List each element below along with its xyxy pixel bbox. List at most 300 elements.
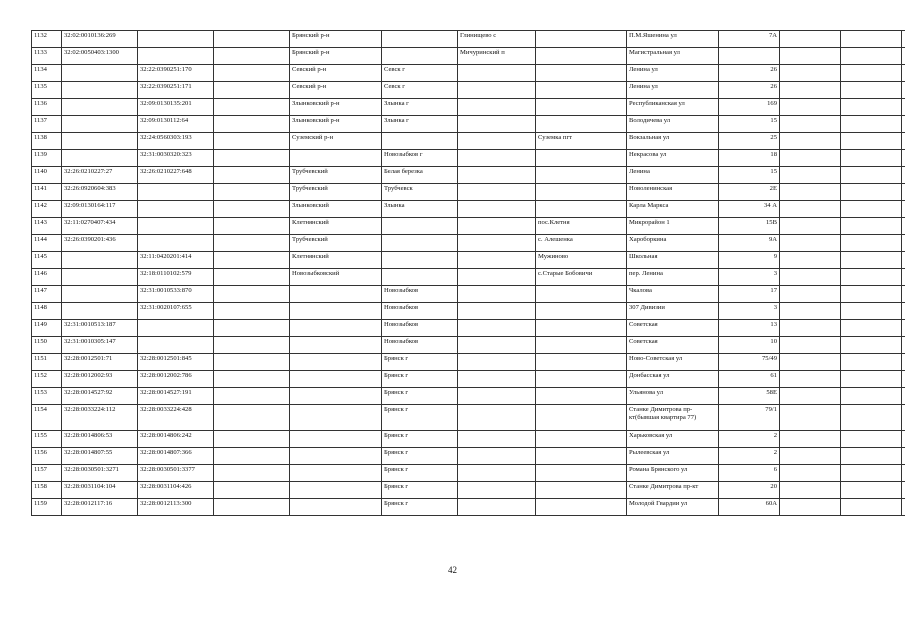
cell-cadastral-land: 32:28:0012002:93 xyxy=(62,371,138,388)
cell-cadastral-other xyxy=(214,150,290,167)
cell-street: Ленина xyxy=(627,167,719,184)
cell-cell-extra-2 xyxy=(841,167,902,184)
cell-street: Микрорайон 1 xyxy=(627,218,719,235)
cell-street: Донбасская ул xyxy=(627,371,719,388)
cell-city: Брянск г xyxy=(382,405,458,431)
cell-house: 7А xyxy=(719,31,780,48)
cell-street: Вокзальная ул xyxy=(627,133,719,150)
cell-cadastral-other xyxy=(214,167,290,184)
cell-cell-extra-2 xyxy=(841,116,902,133)
cell-row-index: 1139 xyxy=(32,150,62,167)
cell-locality xyxy=(536,48,627,65)
cell-district xyxy=(290,354,382,371)
cell-settlement xyxy=(458,116,536,133)
cell-cadastral-other xyxy=(214,235,290,252)
cell-locality xyxy=(536,320,627,337)
cell-house: 61 xyxy=(719,371,780,388)
cell-locality xyxy=(536,431,627,448)
cell-cadastral-building xyxy=(138,201,214,218)
cell-house: 2 xyxy=(719,448,780,465)
cell-cadastral-other xyxy=(214,201,290,218)
cell-cadastral-building: 32:28:0030501:3377 xyxy=(138,465,214,482)
cell-locality xyxy=(536,303,627,320)
cell-cadastral-other xyxy=(214,448,290,465)
cell-cell-extra-2 xyxy=(841,431,902,448)
cell-district: Трубчевский xyxy=(290,184,382,201)
cell-cell-extra-1 xyxy=(780,201,841,218)
cell-row-index: 1147 xyxy=(32,286,62,303)
cell-street: Харьковская ул xyxy=(627,431,719,448)
table-row xyxy=(32,320,905,337)
cell-cell-extra-3 xyxy=(902,269,905,286)
cell-house: 15 xyxy=(719,167,780,184)
cell-cell-extra-1 xyxy=(780,116,841,133)
cell-cadastral-building: 32:22:0390251:170 xyxy=(138,65,214,82)
cell-cell-extra-1 xyxy=(780,405,841,431)
cell-settlement xyxy=(458,252,536,269)
cell-district xyxy=(290,388,382,405)
cell-house: 2 xyxy=(719,431,780,448)
cell-street: Ульянова ул xyxy=(627,388,719,405)
cell-cell-extra-1 xyxy=(780,269,841,286)
cell-cadastral-other xyxy=(214,218,290,235)
cell-row-index: 1155 xyxy=(32,431,62,448)
cell-row-index: 1159 xyxy=(32,499,62,516)
cell-cadastral-land xyxy=(62,65,138,82)
cell-locality xyxy=(536,405,627,431)
cell-cell-extra-3 xyxy=(902,116,905,133)
cell-cadastral-building: 32:22:0390251:171 xyxy=(138,82,214,99)
cell-row-index: 1141 xyxy=(32,184,62,201)
cell-locality xyxy=(536,82,627,99)
cell-cadastral-land xyxy=(62,286,138,303)
cell-city: Брянск г xyxy=(382,448,458,465)
cell-street: Ленина ул xyxy=(627,82,719,99)
cell-house: 15 xyxy=(719,116,780,133)
cell-cell-extra-3 xyxy=(902,48,905,65)
cell-cell-extra-3 xyxy=(902,65,905,82)
cell-locality xyxy=(536,65,627,82)
cell-locality xyxy=(536,354,627,371)
cell-cell-extra-2 xyxy=(841,65,902,82)
cell-street: Карла Маркса xyxy=(627,201,719,218)
cell-cell-extra-3 xyxy=(902,448,905,465)
cell-cell-extra-3 xyxy=(902,431,905,448)
cell-house: 20 xyxy=(719,482,780,499)
cell-district: Трубчевский xyxy=(290,167,382,184)
cell-cell-extra-1 xyxy=(780,150,841,167)
cell-cadastral-other xyxy=(214,269,290,286)
cell-cell-extra-1 xyxy=(780,371,841,388)
cell-city xyxy=(382,218,458,235)
cell-street: Станке Димитрова пр-кт xyxy=(627,482,719,499)
cell-district xyxy=(290,303,382,320)
cell-cell-extra-3 xyxy=(902,82,905,99)
cell-cell-extra-3 xyxy=(902,218,905,235)
cell-cadastral-other xyxy=(214,482,290,499)
cell-street: Ленина ул xyxy=(627,65,719,82)
cell-cadastral-building xyxy=(138,320,214,337)
cell-settlement xyxy=(458,354,536,371)
cell-cell-extra-2 xyxy=(841,303,902,320)
cell-cell-extra-1 xyxy=(780,482,841,499)
cell-house: 18 xyxy=(719,150,780,167)
cell-row-index: 1140 xyxy=(32,167,62,184)
cell-settlement xyxy=(458,465,536,482)
cell-cell-extra-2 xyxy=(841,184,902,201)
cell-cadastral-land: 32:31:0010305:147 xyxy=(62,337,138,354)
cell-settlement xyxy=(458,431,536,448)
cell-cadastral-other xyxy=(214,499,290,516)
cell-city: Новозыбков xyxy=(382,337,458,354)
table-row xyxy=(32,303,905,320)
cell-locality xyxy=(536,448,627,465)
cell-street: Школьная xyxy=(627,252,719,269)
cell-street: Ново-Советская ул xyxy=(627,354,719,371)
table-row xyxy=(32,286,905,303)
cell-district: Злынковский xyxy=(290,201,382,218)
table-row xyxy=(32,218,905,235)
cell-cell-extra-3 xyxy=(902,303,905,320)
cell-cadastral-other xyxy=(214,354,290,371)
cell-settlement xyxy=(458,184,536,201)
table-row xyxy=(32,184,905,201)
cell-cell-extra-3 xyxy=(902,499,905,516)
cell-row-index: 1153 xyxy=(32,388,62,405)
cell-row-index: 1132 xyxy=(32,31,62,48)
cell-street: Некрасова ул xyxy=(627,150,719,167)
cell-cell-extra-2 xyxy=(841,201,902,218)
cell-street: П.М.Яшенина ул xyxy=(627,31,719,48)
cell-cadastral-land: 32:28:0012501:71 xyxy=(62,354,138,371)
cell-street: Хароборкина xyxy=(627,235,719,252)
cell-row-index: 1148 xyxy=(32,303,62,320)
cell-cell-extra-2 xyxy=(841,354,902,371)
cell-cell-extra-3 xyxy=(902,167,905,184)
cell-street: пер. Ленина xyxy=(627,269,719,286)
cell-cell-extra-1 xyxy=(780,465,841,482)
cell-cell-extra-3 xyxy=(902,354,905,371)
cell-cell-extra-1 xyxy=(780,99,841,116)
cell-cadastral-other xyxy=(214,465,290,482)
table-row xyxy=(32,465,905,482)
cell-settlement xyxy=(458,371,536,388)
cell-cadastral-building: 32:28:0031104:426 xyxy=(138,482,214,499)
cell-house: 2Е xyxy=(719,184,780,201)
registry-body xyxy=(32,31,905,516)
cell-cadastral-other xyxy=(214,320,290,337)
cell-cell-extra-1 xyxy=(780,354,841,371)
cell-cadastral-other xyxy=(214,116,290,133)
cell-cadastral-land: 32:28:0030501:3271 xyxy=(62,465,138,482)
cell-district xyxy=(290,482,382,499)
cell-cell-extra-3 xyxy=(902,320,905,337)
cell-cadastral-other xyxy=(214,31,290,48)
cell-cell-extra-2 xyxy=(841,405,902,431)
cell-city: Трубчевск xyxy=(382,184,458,201)
cell-house: 6 xyxy=(719,465,780,482)
cell-cadastral-land xyxy=(62,150,138,167)
cell-row-index: 1156 xyxy=(32,448,62,465)
cell-cadastral-building: 32:31:0010533:870 xyxy=(138,286,214,303)
cell-cadastral-building: 32:28:0014527:191 xyxy=(138,388,214,405)
table-row xyxy=(32,499,905,516)
cell-city xyxy=(382,235,458,252)
cell-street: Станке Димитрова пр-кт(бывшая квартира 77) xyxy=(627,405,719,431)
cell-locality xyxy=(536,371,627,388)
cell-settlement xyxy=(458,286,536,303)
cell-district: Трубчевский xyxy=(290,235,382,252)
cell-settlement xyxy=(458,448,536,465)
cell-district xyxy=(290,286,382,303)
cell-row-index: 1152 xyxy=(32,371,62,388)
cell-locality: с. Алешенка xyxy=(536,235,627,252)
cell-cell-extra-2 xyxy=(841,99,902,116)
table-row xyxy=(32,31,905,48)
cell-cadastral-land: 32:26:0390201:436 xyxy=(62,235,138,252)
cell-house: 9 xyxy=(719,252,780,269)
cell-cadastral-other xyxy=(214,82,290,99)
cell-house: 34 А xyxy=(719,201,780,218)
cell-cell-extra-2 xyxy=(841,388,902,405)
cell-cell-extra-3 xyxy=(902,235,905,252)
cell-district xyxy=(290,320,382,337)
cell-cell-extra-2 xyxy=(841,448,902,465)
cell-settlement xyxy=(458,320,536,337)
cell-city: Брянск г xyxy=(382,499,458,516)
cell-locality: Мужиново xyxy=(536,252,627,269)
cell-city: Новозыбков xyxy=(382,286,458,303)
cell-cell-extra-3 xyxy=(902,337,905,354)
cell-cell-extra-1 xyxy=(780,337,841,354)
cell-locality xyxy=(536,99,627,116)
cell-row-index: 1138 xyxy=(32,133,62,150)
cell-cell-extra-2 xyxy=(841,82,902,99)
cell-settlement: Мичуринский п xyxy=(458,48,536,65)
cell-cadastral-building: 32:28:0012501:845 xyxy=(138,354,214,371)
cell-cadastral-building: 32:28:0012002:786 xyxy=(138,371,214,388)
cell-cell-extra-2 xyxy=(841,133,902,150)
cell-street: Республиканская ул xyxy=(627,99,719,116)
cell-cell-extra-1 xyxy=(780,31,841,48)
cell-cell-extra-3 xyxy=(902,482,905,499)
cell-locality xyxy=(536,116,627,133)
cell-cell-extra-1 xyxy=(780,48,841,65)
cell-cadastral-other xyxy=(214,133,290,150)
cell-city: Брянск г xyxy=(382,482,458,499)
cell-house: 13 xyxy=(719,320,780,337)
cell-cadastral-land xyxy=(62,252,138,269)
cell-cadastral-land xyxy=(62,269,138,286)
cell-cell-extra-2 xyxy=(841,150,902,167)
cell-cell-extra-3 xyxy=(902,31,905,48)
table-row xyxy=(32,482,905,499)
cell-cadastral-land: 32:28:0014527:92 xyxy=(62,388,138,405)
cell-settlement xyxy=(458,167,536,184)
cell-cadastral-land: 32:02:0050403:1300 xyxy=(62,48,138,65)
cell-district xyxy=(290,448,382,465)
cell-district: Брянский р-н xyxy=(290,48,382,65)
cell-street: Советская xyxy=(627,320,719,337)
table-row xyxy=(32,150,905,167)
cell-cadastral-land: 32:02:0010136:269 xyxy=(62,31,138,48)
cell-cadastral-building xyxy=(138,337,214,354)
cell-house: 3 xyxy=(719,303,780,320)
cell-district xyxy=(290,337,382,354)
cell-cell-extra-3 xyxy=(902,150,905,167)
cell-city: Злынка г xyxy=(382,99,458,116)
cell-city xyxy=(382,31,458,48)
cell-row-index: 1151 xyxy=(32,354,62,371)
table-row xyxy=(32,252,905,269)
cell-district: Севский р-н xyxy=(290,65,382,82)
table-row xyxy=(32,269,905,286)
cell-locality: Суземка пгт xyxy=(536,133,627,150)
cell-settlement xyxy=(458,99,536,116)
cell-cell-extra-1 xyxy=(780,65,841,82)
cell-row-index: 1137 xyxy=(32,116,62,133)
cell-cadastral-land: 32:09:0130164:117 xyxy=(62,201,138,218)
cell-street: 307 Дивизии xyxy=(627,303,719,320)
cell-cadastral-building: 32:24:0560303:193 xyxy=(138,133,214,150)
cell-cell-extra-2 xyxy=(841,48,902,65)
cell-cadastral-land: 32:11:0270407:434 xyxy=(62,218,138,235)
table-row xyxy=(32,354,905,371)
cell-street: Рылеевская ул xyxy=(627,448,719,465)
cell-city: Брянск г xyxy=(382,431,458,448)
table-row xyxy=(32,235,905,252)
cell-city: Новозыбков xyxy=(382,320,458,337)
table-row xyxy=(32,388,905,405)
table-row xyxy=(32,371,905,388)
cell-house: 169 xyxy=(719,99,780,116)
cell-cadastral-building xyxy=(138,31,214,48)
cell-cell-extra-3 xyxy=(902,388,905,405)
cell-cadastral-other xyxy=(214,286,290,303)
cell-cell-extra-2 xyxy=(841,482,902,499)
cell-locality xyxy=(536,465,627,482)
cell-cell-extra-2 xyxy=(841,218,902,235)
cell-settlement xyxy=(458,65,536,82)
cell-street: Володичева ул xyxy=(627,116,719,133)
page-number: 42 xyxy=(448,565,457,575)
cell-cadastral-other xyxy=(214,252,290,269)
cell-cell-extra-1 xyxy=(780,133,841,150)
cell-city: Злынка г xyxy=(382,116,458,133)
cell-cell-extra-1 xyxy=(780,235,841,252)
cell-settlement xyxy=(458,235,536,252)
cell-cadastral-building: 32:26:0210227:648 xyxy=(138,167,214,184)
cell-cell-extra-2 xyxy=(841,320,902,337)
cell-street: Романа Брянского ул xyxy=(627,465,719,482)
cell-cell-extra-1 xyxy=(780,286,841,303)
cell-district: Злынковский р-н xyxy=(290,99,382,116)
cell-cadastral-land xyxy=(62,116,138,133)
cell-cadastral-other xyxy=(214,99,290,116)
cell-cell-extra-1 xyxy=(780,320,841,337)
cell-settlement xyxy=(458,337,536,354)
cell-cell-extra-2 xyxy=(841,31,902,48)
cell-cadastral-building: 32:09:0130112:64 xyxy=(138,116,214,133)
cell-city: Брянск г xyxy=(382,354,458,371)
cell-house: 26 xyxy=(719,82,780,99)
cell-cadastral-building: 32:18:0110102:579 xyxy=(138,269,214,286)
cell-locality xyxy=(536,388,627,405)
cell-settlement xyxy=(458,150,536,167)
table-row xyxy=(32,448,905,465)
cell-cadastral-building: 32:28:0033224:428 xyxy=(138,405,214,431)
cell-cadastral-building xyxy=(138,235,214,252)
cell-cell-extra-3 xyxy=(902,99,905,116)
cell-settlement xyxy=(458,82,536,99)
cell-city: Белая березка xyxy=(382,167,458,184)
cell-row-index: 1136 xyxy=(32,99,62,116)
table-row xyxy=(32,167,905,184)
cell-cell-extra-3 xyxy=(902,252,905,269)
cell-house: 9А xyxy=(719,235,780,252)
cell-cadastral-building: 32:31:0020107:655 xyxy=(138,303,214,320)
cell-cadastral-land xyxy=(62,99,138,116)
cell-locality xyxy=(536,286,627,303)
cell-cadastral-building: 32:28:0014807:366 xyxy=(138,448,214,465)
cell-cadastral-land: 32:26:0210227:27 xyxy=(62,167,138,184)
cell-cell-extra-1 xyxy=(780,388,841,405)
cell-district: Клетнянский xyxy=(290,252,382,269)
cell-cell-extra-3 xyxy=(902,133,905,150)
cell-locality xyxy=(536,337,627,354)
cell-city: Новозыбков xyxy=(382,303,458,320)
cell-city: Севск г xyxy=(382,65,458,82)
cell-cadastral-building xyxy=(138,48,214,65)
cell-cell-extra-3 xyxy=(902,184,905,201)
cell-row-index: 1158 xyxy=(32,482,62,499)
cell-district: Брянский р-н xyxy=(290,31,382,48)
cell-cadastral-land: 32:28:0014806:53 xyxy=(62,431,138,448)
cell-district xyxy=(290,499,382,516)
cell-cell-extra-1 xyxy=(780,252,841,269)
cell-cadastral-land: 32:28:0031104:104 xyxy=(62,482,138,499)
cell-locality xyxy=(536,499,627,516)
cell-street: Чкалова xyxy=(627,286,719,303)
cell-district: Клетнянский xyxy=(290,218,382,235)
cell-locality xyxy=(536,31,627,48)
cell-cell-extra-2 xyxy=(841,269,902,286)
cell-cadastral-building xyxy=(138,218,214,235)
cell-house: 25 xyxy=(719,133,780,150)
cell-cell-extra-2 xyxy=(841,371,902,388)
cell-locality: с.Старые Бобовичи xyxy=(536,269,627,286)
cell-cell-extra-2 xyxy=(841,465,902,482)
cell-cell-extra-1 xyxy=(780,431,841,448)
cell-settlement xyxy=(458,482,536,499)
table-row xyxy=(32,116,905,133)
cell-street: Магистральная ул xyxy=(627,48,719,65)
cell-district xyxy=(290,405,382,431)
cell-cell-extra-2 xyxy=(841,499,902,516)
cell-cell-extra-1 xyxy=(780,218,841,235)
cell-cell-extra-1 xyxy=(780,167,841,184)
cell-cadastral-other xyxy=(214,65,290,82)
cell-district xyxy=(290,465,382,482)
cell-district: Севский р-н xyxy=(290,82,382,99)
cell-cell-extra-1 xyxy=(780,499,841,516)
cell-house: 58Е xyxy=(719,388,780,405)
table-row xyxy=(32,65,905,82)
cell-cadastral-land xyxy=(62,133,138,150)
cell-cell-extra-1 xyxy=(780,303,841,320)
cell-locality xyxy=(536,482,627,499)
cell-house: 26 xyxy=(719,65,780,82)
